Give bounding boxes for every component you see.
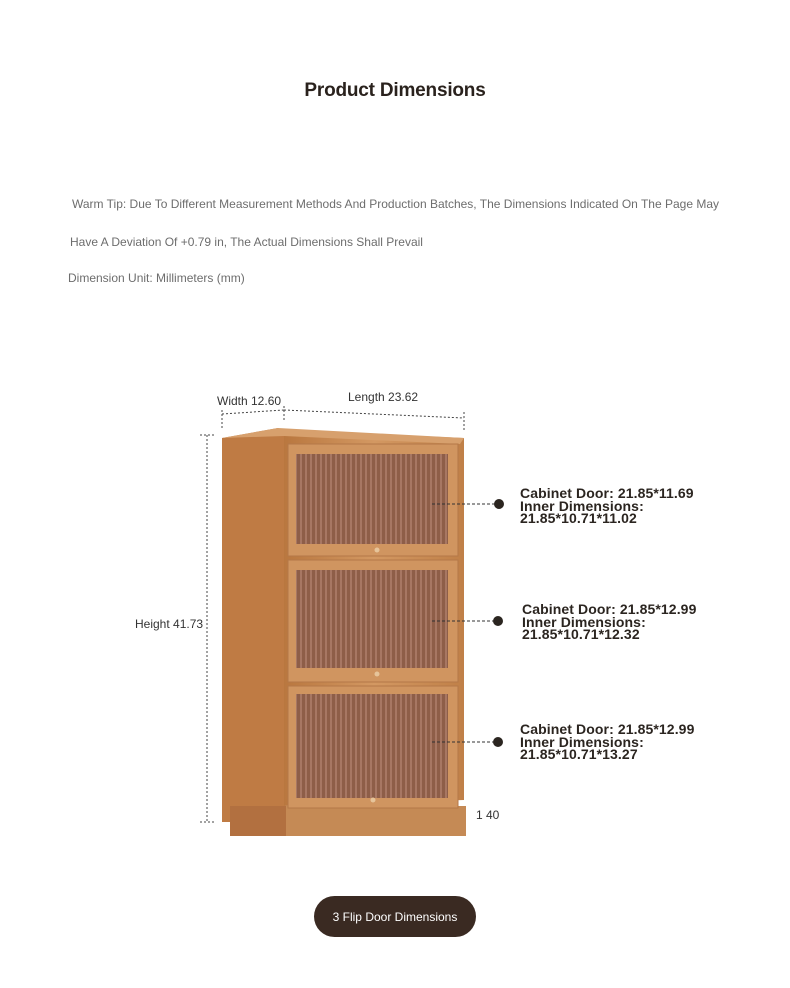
dimension-unit-note: Dimension Unit: Millimeters (mm) [68,271,245,285]
warm-tip-line-1: Warm Tip: Due To Different Measurement Methods And Production Batches, The Dimensions Indicated On The Page May [72,197,719,211]
inner-size: 21.85*10.71*12.32 [522,626,640,642]
page-title: Product Dimensions [304,80,486,101]
width-label: Width 12.60 [217,394,282,408]
inner-label: Inner Dimensions: [520,733,644,750]
cabinet-doors [288,444,458,808]
length-label: Length 23.62 [348,390,419,404]
door-callout-3 [520,723,694,761]
inner-label: Inner Dimensions: [522,613,646,630]
callout-dot-3 [493,737,503,747]
door-callout-1 [520,487,694,525]
inner-size: 21.85*10.71*11.02 [520,510,637,526]
height-label: Height 41.73 [135,617,204,631]
door-size: Cabinet Door: 21.85*11.69 [520,485,694,501]
door-size: Cabinet Door: 21.85*12.99 [520,721,695,737]
door-callout-2 [522,603,696,641]
inner-size: 21.85*10.71*13.27 [520,746,638,762]
callout-dot-2 [493,616,503,626]
flip-door-dimensions-button[interactable]: 3 Flip Door Dimensions [314,896,476,937]
callout-dot-1 [494,499,504,509]
inner-label: Inner Dimensions: [520,497,644,514]
door-size: Cabinet Door: 21.85*12.99 [522,601,697,617]
base-height-label: 1 40 [476,808,500,822]
warm-tip-line-2: Have A Deviation Of +0.79 in, The Actual Dimensions Shall Prevail [70,235,423,249]
